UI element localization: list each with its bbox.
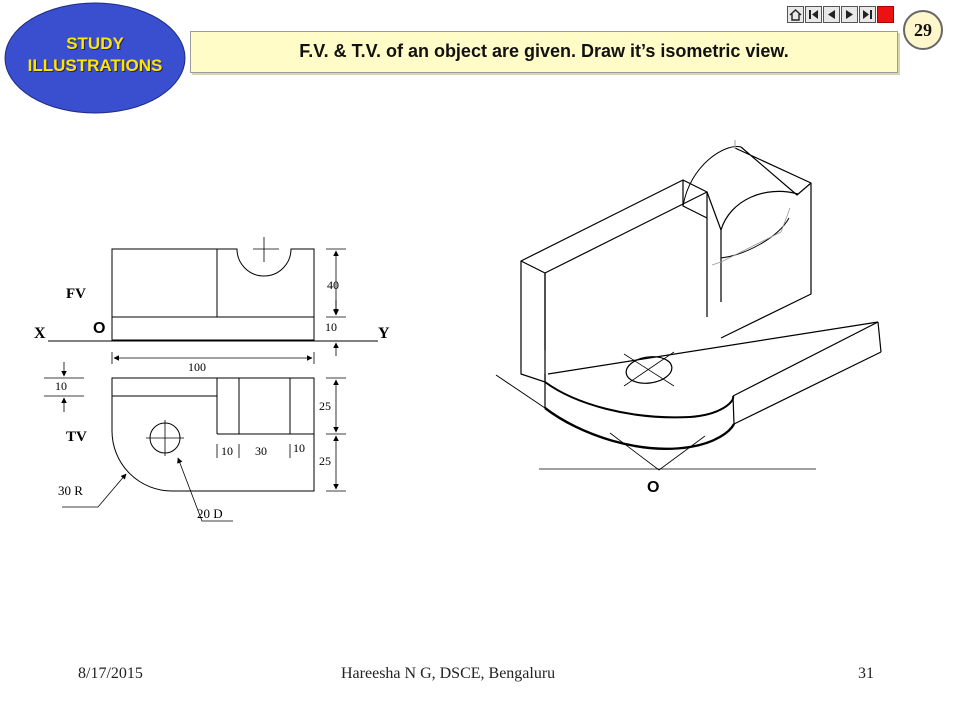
ortho-origin-label: O xyxy=(93,320,106,337)
iso-base-right-side xyxy=(733,322,881,424)
dim-25-lower-text: 25 xyxy=(319,454,331,468)
badge-line-1: STUDY xyxy=(66,34,124,53)
footer-author: Hareesha N G, DSCE, Bengaluru xyxy=(341,665,556,682)
iso-base-round-top xyxy=(545,382,733,417)
x-label: X xyxy=(34,325,46,342)
dim-slot-mid-text: 30 xyxy=(255,444,267,458)
iso-base-top-back xyxy=(548,322,878,374)
dim-width-text: 100 xyxy=(188,360,206,374)
iso-hole xyxy=(624,352,674,386)
iso-saddle-curve-front xyxy=(721,191,798,230)
iso-saddle-block xyxy=(683,140,811,338)
iso-origin-label: O xyxy=(647,479,660,496)
iso-left-wall-front xyxy=(521,261,545,382)
dim-40-text: 40 xyxy=(327,278,339,292)
fv-outline xyxy=(112,249,314,340)
isometric-view xyxy=(496,140,881,470)
iso-block-right xyxy=(721,183,811,338)
front-view xyxy=(112,237,314,340)
footer-page-number: 31 xyxy=(858,665,874,682)
badge-line-2: ILLUSTRATIONS xyxy=(27,56,163,75)
dim-radius-text: 30 R xyxy=(58,483,83,498)
dim-slot-right-text: 10 xyxy=(293,441,305,455)
slide-number: 29 xyxy=(903,10,943,50)
iso-saddle-curve-back xyxy=(683,147,741,206)
ortho-labels xyxy=(34,278,390,521)
dim-hole-text: 20 D xyxy=(197,506,223,521)
top-view xyxy=(112,378,314,491)
iso-base-right-bottom xyxy=(734,352,881,424)
iso-left-wall-top xyxy=(521,180,707,273)
dim-fv-base-text: 10 xyxy=(325,320,337,334)
slide-title: F.V. & T.V. of an object are given. Draw it’s isometric view. xyxy=(299,41,789,61)
iso-left-wall xyxy=(521,180,707,382)
fv-label: FV xyxy=(66,286,86,302)
iso-base-plate xyxy=(496,322,881,449)
iso-saddle-inner xyxy=(721,218,789,258)
dimension-lines xyxy=(44,249,346,521)
tv-label: TV xyxy=(66,429,87,445)
y-label: Y xyxy=(378,325,390,342)
dim-slot-left-text: 10 xyxy=(221,444,233,458)
footer-date: 8/17/2015 xyxy=(78,665,143,682)
iso-projection-lines xyxy=(539,433,816,470)
iso-block-front xyxy=(707,192,721,302)
iso-block-top-right xyxy=(735,147,811,195)
iso-block-hidden xyxy=(712,208,790,265)
dim-tv-strip-text: 10 xyxy=(55,379,67,393)
dim-25-upper-text: 25 xyxy=(319,399,331,413)
